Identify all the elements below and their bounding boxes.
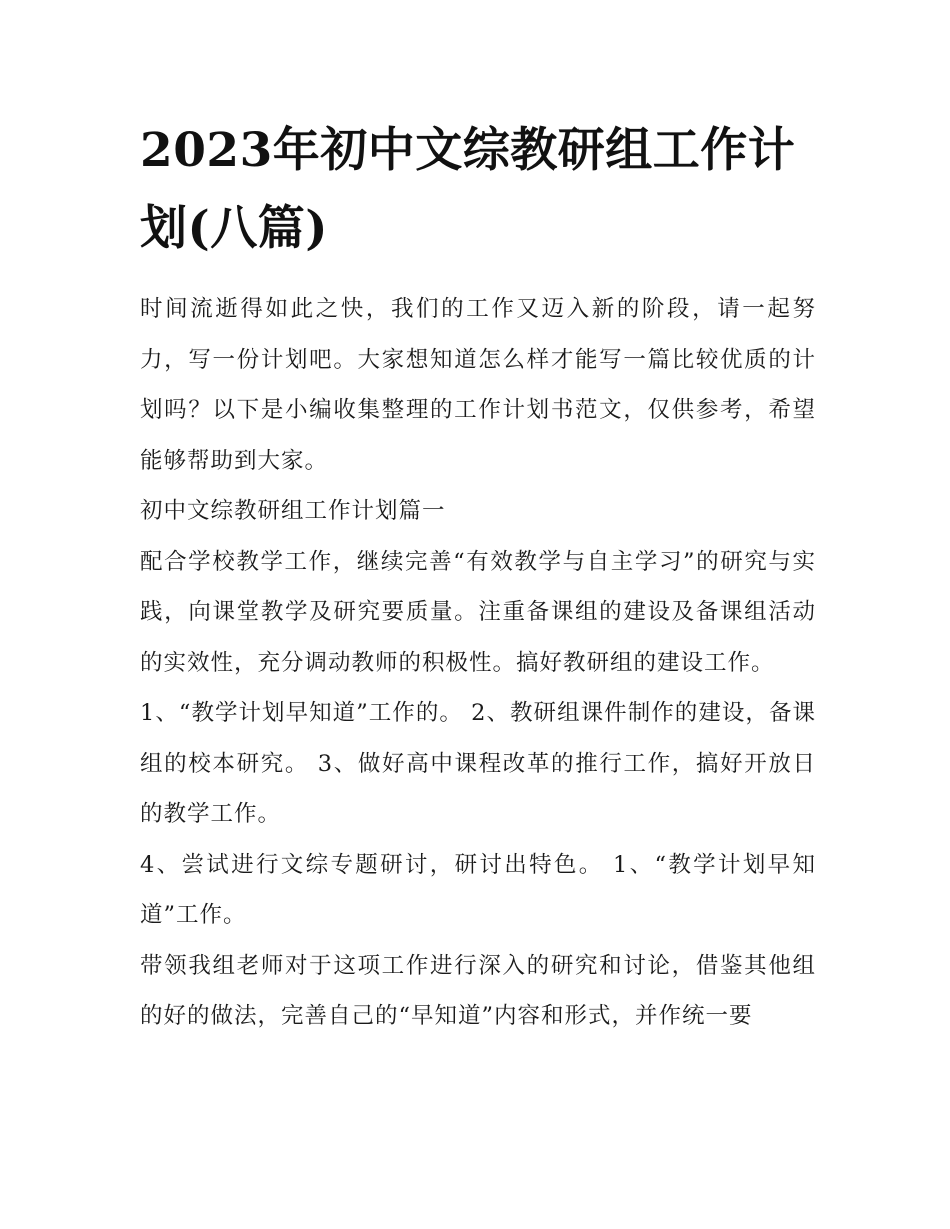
section-heading: 初中文综教研组工作计划篇一 bbox=[140, 498, 446, 524]
intro-paragraph: 时间流逝得如此之快，我们的工作又迈入新的阶段，请一起努力，写一份计划吧。大家想知道怎么样才能写一篇比较优质的计划吗？以下是小编收集整理的工作计划书范文，仅供参考，希望能够帮助到大家。 bbox=[140, 296, 816, 474]
body-paragraph: 带领我组老师对于这项工作进行深入的研究和讨论，借鉴其他组的好的做法，完善自己的“早知道”内容和形式，并作统一要 bbox=[140, 952, 816, 1029]
document-title-text: 2023年初中文综教研组工作计划(八篇) bbox=[140, 123, 796, 256]
list-paragraph: 1、“教学计划早知道”工作的。 2、教研组课件制作的建设，备课组的校本研究。 3、做好高中课程改革的推行工作，搞好开放日的教学工作。 bbox=[140, 700, 816, 827]
list-paragraph: 4、尝试进行文综专题研讨，研讨出特色。 1、“教学计划早知道”工作。 bbox=[140, 851, 816, 928]
document-title bbox=[140, 112, 816, 268]
document-page bbox=[140, 112, 816, 1042]
body-paragraph: 配合学校教学工作，继续完善“有效教学与自主学习”的研究与实践，向课堂教学及研究要质量。注重备课组的建设及备课组活动的实效性，充分调动教师的积极性。搞好教研组的建设工作。 bbox=[140, 548, 816, 676]
document-body bbox=[140, 284, 816, 1042]
